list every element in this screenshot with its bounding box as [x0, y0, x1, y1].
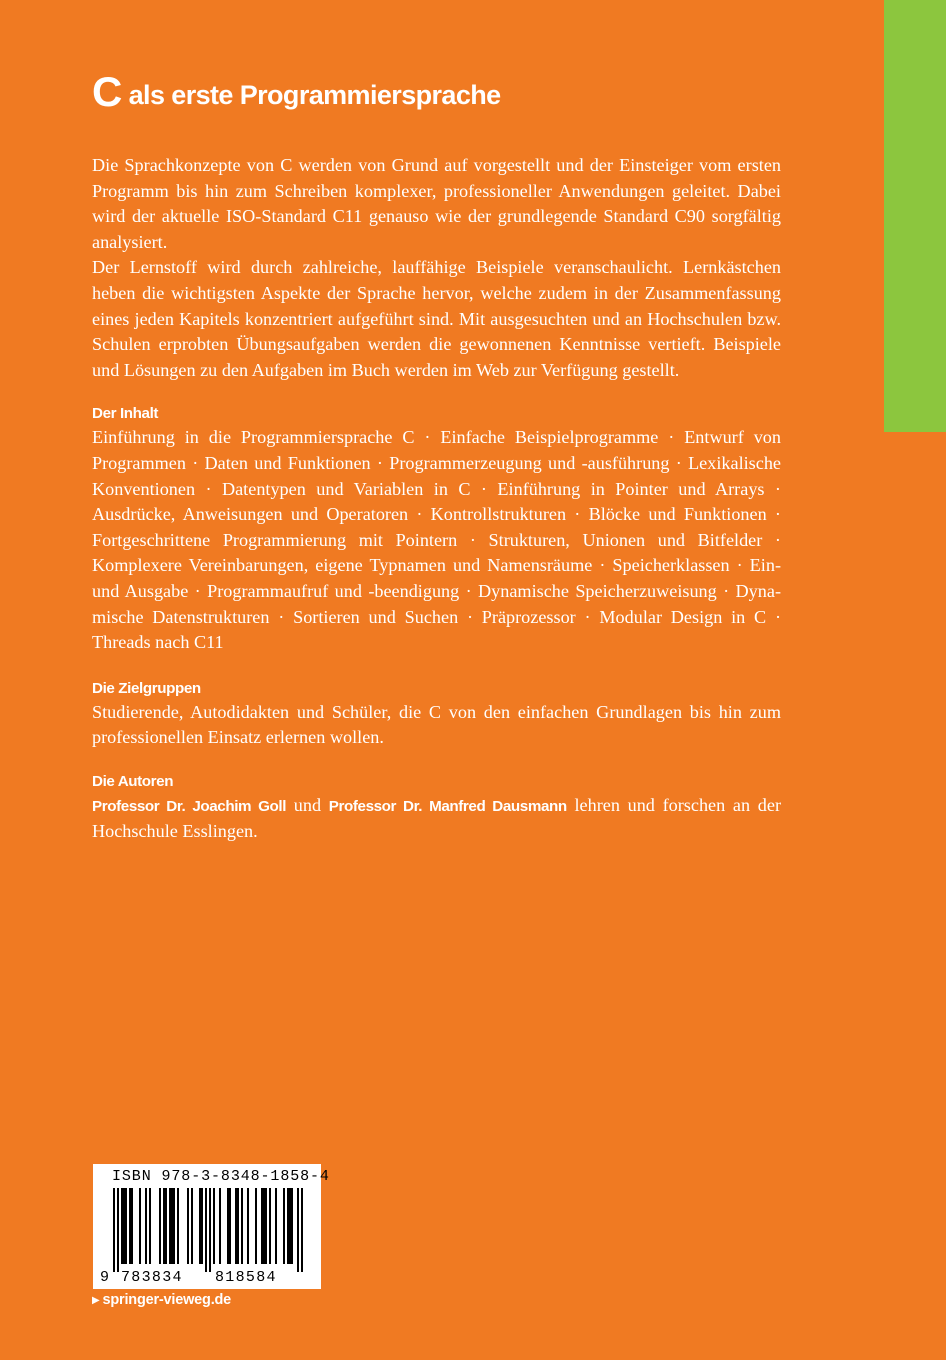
barcode-bar: [287, 1188, 289, 1264]
barcode-bar: [291, 1188, 293, 1264]
title-rest: als erste Programmiersprache: [128, 80, 501, 110]
barcode-bar: [241, 1188, 243, 1264]
barcode-bar: [263, 1188, 265, 1264]
barcode-bar: [169, 1188, 171, 1264]
barcode-bar: [227, 1188, 229, 1264]
barcode-bar: [191, 1188, 193, 1264]
barcode-bar: [213, 1188, 215, 1264]
barcode-bar: [187, 1188, 189, 1264]
title-initial: C: [92, 68, 122, 115]
autoren-text: [92, 793, 781, 845]
isbn-barcode: [93, 1164, 330, 1289]
inhalt-text: Einführung in die Programmiersprache C · Einfache Beispielprogramme · Entwurf von Programmen · Daten und Funktionen · Programmerzeugung und -ausführung · Lexikalische Konventionen · Datentypen und Variablen in C · Einführung in Pointer und Arrays · Ausdrücke, Anweisungen und Operatoren · Kontrollstrukturen · Blöcke und Funktionen · Fortgeschrittene Programmierung mit Pointern · Strukturen, Unionen und Bitfelder · Komplexere Vereinbarungen, eigene Typnamen und Namensräume · Speicherklassen · Ein- und Ausgabe · Programmaufruf und -beendigung · Dynamische Speicherzuweisung · Dynamische Datenstrukturen · Sortieren und Suchen · Präprozessor · Modular Design in C · Threads nach C11: [92, 427, 781, 653]
barcode-bar: [261, 1188, 263, 1264]
intro-paragraph-2: Der Lernstoff wird durch zahlreiche, lauffähige Beispiele veranschaulicht. Lernkästchen heben die wichtigsten Aspekte der Sprache hervor, welche zudem in der Zusammenfassung eines jeden Kapitels konzentriert aufgeführt sind. Mit ausgesuchten und an Hochschulen bzw. Schulen erprobten Übungsaufgaben werden die gewonnenen Kenntnisse vertieft. Beispiele und Lösungen zu den Aufgaben im Buch werden im Web zur Verfügung gestellt.: [92, 257, 781, 380]
barcode-bar: [129, 1188, 131, 1264]
barcode-bar: [117, 1188, 119, 1272]
accent-tab: [884, 0, 946, 432]
barcode-bar: [283, 1188, 285, 1264]
author-connector: und: [286, 794, 329, 815]
barcode-bar: [163, 1188, 165, 1264]
barcode-bar: [297, 1188, 299, 1272]
barcode-bar: [113, 1188, 115, 1272]
barcode-bar: [125, 1188, 127, 1264]
barcode-right-digits: 818584: [215, 1269, 277, 1286]
author-goll: Professor Dr. Joachim Goll: [92, 797, 287, 815]
barcode-bar: [131, 1188, 133, 1264]
barcode-bar: [235, 1188, 237, 1264]
barcode-bar: [269, 1188, 271, 1264]
autoren-heading: Die Autoren: [92, 772, 174, 790]
barcode-bar: [289, 1188, 291, 1264]
barcode-bar: [149, 1188, 151, 1264]
barcode-bar: [275, 1188, 277, 1264]
barcode-bar: [201, 1188, 203, 1264]
barcode-bar: [121, 1188, 123, 1264]
barcode-bar: [209, 1188, 211, 1272]
barcode-lead-digit: 9: [100, 1269, 111, 1286]
barcode-bar: [199, 1188, 201, 1264]
back-cover-text: [92, 153, 781, 845]
inhalt-heading: Der Inhalt: [92, 405, 159, 423]
book-title: [92, 68, 501, 116]
barcode-left-digits: 783834: [121, 1269, 183, 1286]
barcode-bar: [177, 1188, 179, 1264]
barcode-bar: [265, 1188, 267, 1264]
zielgruppen-heading: Die Zielgruppen: [92, 679, 201, 697]
autoren-rest: lehren und forschen an der Hochschule Esslingen.: [92, 794, 782, 842]
barcode-bar: [123, 1188, 125, 1264]
barcode-bar: [173, 1188, 175, 1264]
barcode-bar: [139, 1188, 141, 1264]
publisher-link[interactable]: [92, 1292, 231, 1308]
zielgruppen-text: Studierende, Autodidakten und Schüler, die C von den einfachen Grundlagen bis hin zum professionellen Einsatz erlernen wollen.: [92, 701, 781, 748]
barcode-bar: [237, 1188, 239, 1264]
isbn-label: ISBN 978-3-8348-1858-4: [112, 1168, 330, 1185]
barcode-bar: [145, 1188, 147, 1264]
barcode-bar: [229, 1188, 231, 1264]
barcode-bar: [255, 1188, 257, 1264]
barcode-bar: [171, 1188, 173, 1264]
publisher-link-text: springer-vieweg.de: [102, 1292, 232, 1308]
barcode-graphic: [93, 1164, 321, 1289]
intro-paragraph-1: Die Sprachkonzepte von C werden von Grund auf vorgestellt und der Einsteiger vom ersten Programm bis hin zum Schreiben komplexer, professioneller Anwendungen geleitet. Dabei wird der aktuelle ISO-Standard C11 genauso wie der grundlegende Standard C90 sorgfältig analysiert.: [92, 155, 781, 252]
barcode-bar: [247, 1188, 249, 1264]
barcode-bar: [301, 1188, 303, 1272]
barcode-bar: [205, 1188, 207, 1272]
barcode-bar: [165, 1188, 167, 1264]
triangle-right-icon: ▶: [92, 1295, 100, 1306]
barcode-bar: [159, 1188, 161, 1264]
barcode-bar: [219, 1188, 221, 1264]
author-dausmann: Professor Dr. Manfred Dausmann: [328, 797, 567, 815]
